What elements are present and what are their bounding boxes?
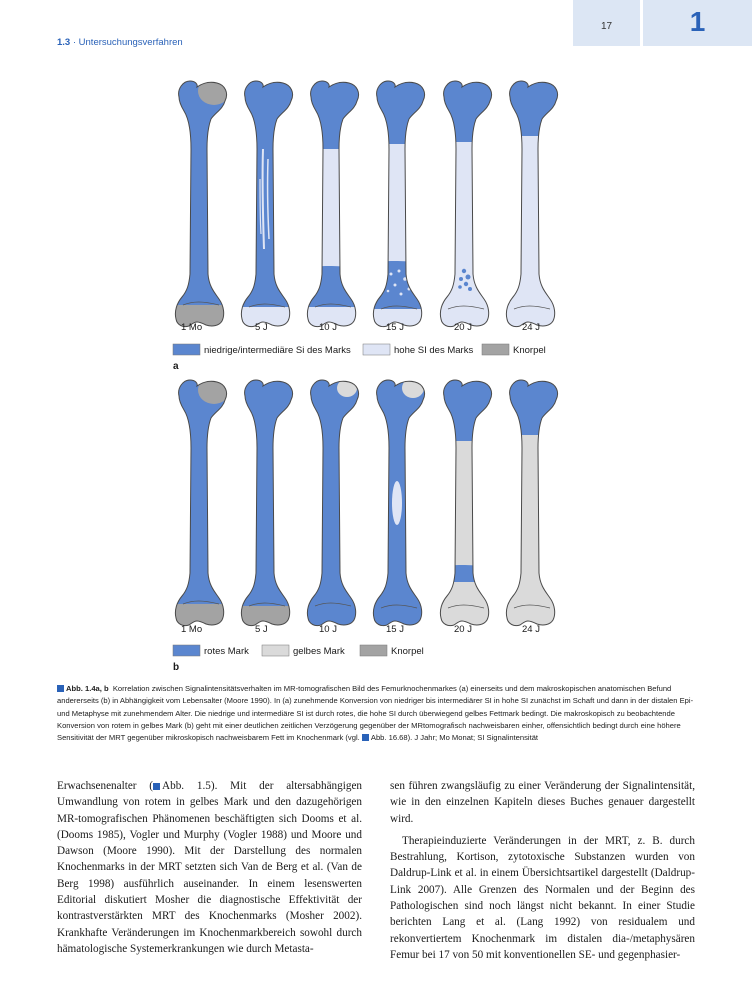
- column-left: [57, 778, 362, 957]
- femur-b-10j: [302, 373, 372, 633]
- age-label-a-5: 20 J: [454, 322, 472, 333]
- figure-ref-icon: [57, 685, 64, 692]
- panel-b: [170, 373, 571, 673]
- age-label-b-5: 20 J: [454, 624, 472, 635]
- age-label-b-4: 15 J: [386, 624, 404, 635]
- body-left-pre: Erwachsenenalter (: [57, 780, 154, 792]
- femur-a-20j: [435, 74, 505, 334]
- femur-a-10j: [302, 74, 372, 334]
- body-right-p1: sen führen zwangsläufig zu einer Veränderung der Signalintensität, wie in den einzelnen Kapiteln dieses Buches genauer dargestellt wird.: [390, 780, 695, 825]
- panel-a: [170, 74, 571, 372]
- femur-a-5j: [236, 74, 306, 337]
- femur-b-1mo: [170, 373, 240, 634]
- running-head: [57, 37, 183, 48]
- legend-swatch-a-low-si: [173, 344, 200, 355]
- caption-ref[interactable]: Abb. 16.68: [370, 733, 408, 743]
- caption-text: Korrelation zwischen Signalintensitätsverhalten im MR-tomografischen Bild des Femurknochenmarkes (a) einerseits und dem makroskopischen anatomischen Befund andererseits (b) in Abhängigkeit vom Lebensalter (Moore 1990). In (a) zunehmende Konversion von niedriger bis intermediärer SI in hohe SI zunächst im Schaft und dann in der distalen Epi- und Metaphyse mit zunehmendem Alter. Die niedrige und intermediäre SI ist durch rotes, die hohe SI durch überwiegend gelbes Fettmark bedingt. Die makroskopisch zu beobachtende Konversion von rotem in gelbes Mark (b) geht mit einer deutlichen zeitlichen Verzögerung gegenüber der MRtomografisch nachweisbaren einher, offensichtlich bedingt durch eine höhere Sensitivität der MRT gegenüber mikroskopisch nachweisbarem Fett im Knochenmark (vgl.: [57, 684, 694, 743]
- age-label-b-3: 10 J: [319, 624, 337, 635]
- legend-label-a-high-si: hohe SI des Marks: [394, 345, 474, 356]
- body-left-ref[interactable]: Abb. 1.5: [162, 780, 211, 792]
- femur-a-15j: [368, 74, 438, 334]
- running-head-section: 1.3: [57, 37, 71, 48]
- panel-label-b: b: [173, 662, 180, 673]
- femur-a-1mo: [170, 74, 240, 335]
- figure-ref-icon: [362, 734, 369, 741]
- figure-ref-icon: [153, 783, 160, 790]
- legend-swatch-b-yellow-marrow: [262, 645, 289, 656]
- age-label-a-3: 10 J: [319, 322, 337, 333]
- figure-caption: [57, 683, 695, 744]
- running-head-title: · Untersuchungsverfahren: [70, 37, 183, 48]
- legend-swatch-b-red-marrow: [173, 645, 200, 656]
- column-right: [390, 778, 695, 963]
- legend-label-b-red-marrow: rotes Mark: [204, 646, 249, 657]
- caption-tail: ). J Jahr; Mo Monat; SI Signalintensität: [407, 733, 539, 743]
- femur-b-5j: [236, 373, 306, 636]
- femur-b-20j: [435, 373, 505, 633]
- body-left-post: ). Mit der altersabhängigen Umwandlung von rotem in gelbes Mark und den dazugehörigen MR-tomografischen Phänomenen beschäftigten sich Dooms et al. (Dooms 1985), Vogler und Murphy (Vogler 1988) und Moore und Dawson (Moore 1990). Mit der Darstellung des normalen Knochenmarks in der MRT setzten sich Van de Berg et al. (Van de Berg 1998) ausführlich auseinander. In einem lesenswerten Editorial diskutiert Mosher die diagnostische Effektivität der kontrastverstärkten MRT des Knochenmarks (Mosher 2002). Krankhafte Veränderungen im Knochenmarkbereich sowohl durch hämatologische Systemerkrankungen wie durch Metasta-: [57, 780, 363, 955]
- age-label-a-6: 24 J: [522, 322, 540, 333]
- page-number: 17: [600, 21, 613, 32]
- age-label-a-1: 1 Mo: [181, 322, 203, 333]
- chapter-number: 1: [689, 6, 706, 37]
- age-label-b-2: 5 J: [255, 624, 268, 635]
- femur-a-24j: [501, 74, 571, 334]
- legend-label-a-low-si: niedrige/intermediäre Si des Marks: [204, 345, 351, 356]
- femur-marrow-figure: [0, 60, 752, 675]
- legend-label-b-yellow-marrow: gelbes Mark: [293, 646, 345, 657]
- legend-swatch-a-cartilage: [482, 344, 509, 355]
- age-label-a-2: 5 J: [255, 322, 268, 333]
- caption-head: Abb. 1.4a, b: [66, 684, 109, 693]
- legend-swatch-b-cartilage: [360, 645, 387, 656]
- age-label-b-6: 24 J: [522, 624, 540, 635]
- panel-label-a: a: [173, 361, 179, 372]
- age-label-a-4: 15 J: [386, 322, 404, 333]
- legend-swatch-a-high-si: [363, 344, 390, 355]
- legend-label-b-cartilage: Knorpel: [391, 646, 424, 657]
- age-label-b-1: 1 Mo: [181, 624, 203, 635]
- legend-label-a-cartilage: Knorpel: [513, 345, 546, 356]
- femur-b-24j: [501, 373, 571, 633]
- body-right-p2: Therapieinduzierte Veränderungen in der MRT, z. B. durch Bestrahlung, Kortison, zytotoxische Substanzen wurden von Daldrup-Link et al. in einem Übersichtsartikel dargestellt (Daldrup-Link 2007). Alle Grenzen des Normalen und der Beginn des Pathologischen sind noch längst nicht bekannt. In einer Studie berichten Lang et al. (Lang 1992) von residualem und rekonvertiertem Knochenmark im distalen dia-/metaphysären Femur bei 17 von 50 mit konventionellen SE- und gegenphasier-: [390, 834, 695, 961]
- femur-b-15j: [368, 373, 438, 633]
